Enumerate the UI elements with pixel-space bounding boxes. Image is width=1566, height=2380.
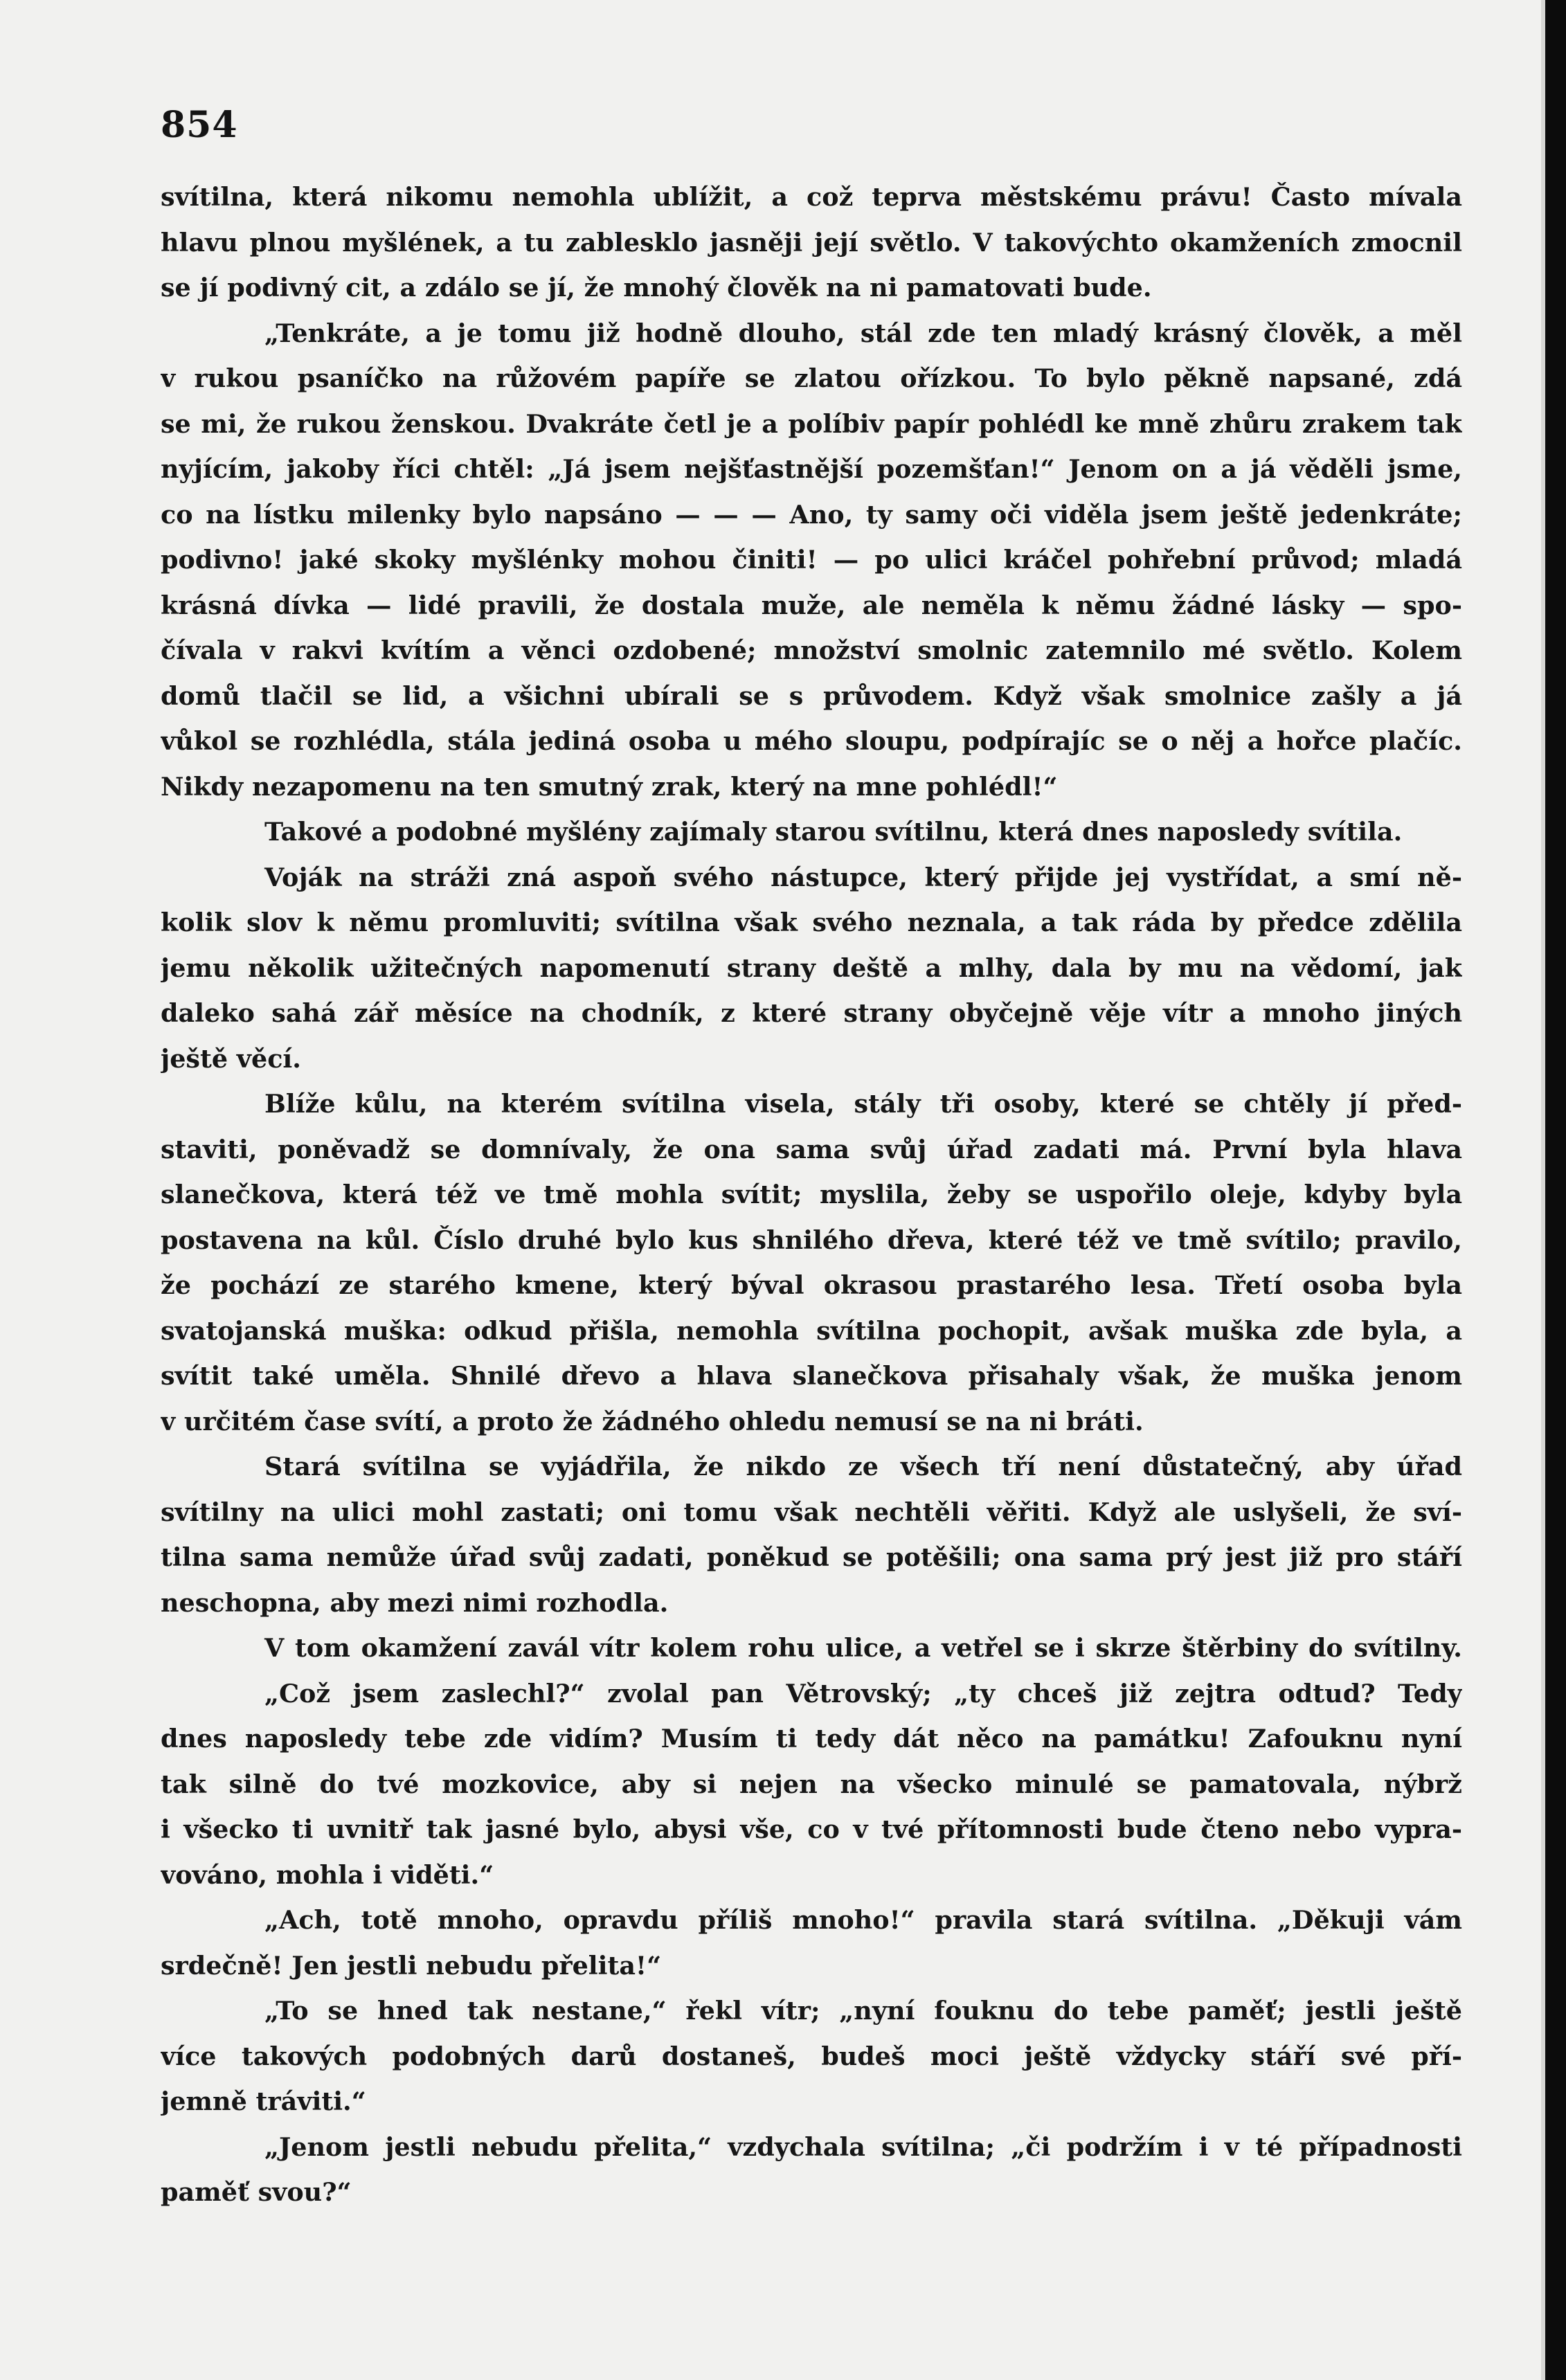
text-line: podivno! jaké skoky myšlénky mohou činiti! — po ulici kráčel pohřební průvod; mladá: [161, 545, 1462, 575]
text-line: „Jenom jestli nebudu přelita,“ vzdychala svítilna; „či podržím i v té případnosti: [264, 2131, 1462, 2162]
text-line: dnes naposledy tebe zde vidím? Musím ti tedy dát něco na památku! Zafouknu nyní: [161, 1724, 1462, 1754]
page-edge-shadow: [1545, 0, 1566, 2380]
text-line: jemně tráviti.“: [161, 2086, 366, 2116]
text-line: jemu několik užitečných napomenutí strany deště a mlhy, dala by mu na vědomí, jak: [161, 953, 1462, 983]
text-line: Voják na stráži zná aspoň svého nástupce, který přijde jej vystřídat, a smí ně-: [264, 862, 1462, 892]
text-line: svatojanská muška: odkud přišla, nemohla svítilna pochopit, avšak muška zde byla, a: [161, 1315, 1462, 1346]
text-line: paměť svou?“: [161, 2177, 352, 2207]
text-line: domů tlačil se lid, a všichni ubírali se s průvodem. Když však smolnice zašly a já: [161, 680, 1462, 711]
text-line: „Což jsem zaslechl?“ zvolal pan Větrovský; „ty chceš již zejtra odtud? Tedy: [264, 1678, 1462, 1709]
text-line: daleko sahá zář měsíce na chodník, z které strany obyčejně věje vítr a mnoho jiných: [161, 998, 1462, 1028]
text-line: se mi, že rukou ženskou. Dvakráte četl je a políbiv papír pohlédl ke mně zhůru zrakem tak: [161, 408, 1462, 439]
text-line: vováno, mohla i viděti.“: [161, 1859, 494, 1890]
page-number: 854: [161, 104, 238, 146]
text-line: Stará svítilna se vyjádřila, že nikdo ze všech tří není důstatečný, aby úřad: [264, 1452, 1462, 1481]
text-line: neschopna, aby mezi nimi rozhodla.: [161, 1587, 669, 1618]
text-line: „To se hned tak nestane,“ řekl vítr; „nyní fouknu do tebe paměť; jestli ještě: [264, 1996, 1462, 2026]
text-line: více takových podobných darů dostaneš, budeš moci ještě vždycky stáří své pří-: [161, 2041, 1462, 2071]
text-line: že pochází ze starého kmene, který býval okrasou prastarého lesa. Třetí osoba byla: [161, 1270, 1462, 1300]
text-line: vůkol se rozhlédla, stála jediná osoba u mého sloupu, podpírajíc se o něj a hořce plačíc.: [161, 726, 1462, 756]
text-line: v určitém čase svítí, a proto že žádného ohledu nemusí se na ni bráti.: [161, 1406, 1144, 1436]
text-line: i všecko ti uvnitř tak jasné bylo, abysi vše, co v tvé přítomnosti bude čteno nebo vypra-: [161, 1814, 1462, 1844]
text-line: ještě věcí.: [161, 1043, 301, 1074]
text-line: svítilny na ulici mohl zastati; oni tomu však nechtěli věřiti. Když ale uslyšeli, že sví-: [161, 1497, 1462, 1527]
text-line: svítilna, která nikomu nemohla ublížit, a což teprva městskému právu! Často mívala: [161, 182, 1462, 212]
text-line: hlavu plnou myšlének, a tu zablesklo jasněji její světlo. V takovýchto okamženích zmocnil: [161, 227, 1462, 258]
text-line: nyjícím, jakoby říci chtěl: „Já jsem nejšťastnější pozemšťan!“ Jenom on a já věděli jsme,: [161, 454, 1462, 484]
text-line: tilna sama nemůže úřad svůj zadati, poněkud se potěšili; ona sama prý jest již pro stáří: [161, 1542, 1462, 1572]
text-line: se jí podivný cit, a zdálo se jí, že mnohý člověk na ni pamatovati bude.: [161, 273, 1152, 303]
text-line: v rukou psaníčko na růžovém papíře se zlatou ořízkou. To bylo pěkně napsané, zdá: [161, 363, 1462, 393]
text-line: „Ach, totě mnoho, opravdu příliš mnoho!“ pravila stará svítilna. „Děkuji vám: [264, 1905, 1462, 1935]
text-line: kolik slov k němu promluviti; svítilna však svého neznala, a tak ráda by předce zdělila: [161, 908, 1462, 937]
text-line: postavena na kůl. Číslo druhé bylo kus shnilého dřeva, které též ve tmě svítilo; pravilo,: [161, 1225, 1462, 1255]
text-line: Takové a podobné myšlény zajímaly starou svítilnu, která dnes naposledy svítila.: [264, 817, 1403, 847]
text-line: krásná dívka — lidé pravili, že dostala muže, ale neměla k němu žádné lásky — spo-: [161, 590, 1462, 620]
text-line: srdečně! Jen jestli nebudu přelita!“: [161, 1950, 662, 1981]
text-line: V tom okamžení zavál vítr kolem rohu ulice, a vetřel se i skrze štěrbiny do svítilny.: [264, 1633, 1462, 1663]
text-line: Blíže kůlu, na kterém svítilna visela, stály tři osoby, které se chtěly jí před-: [264, 1089, 1462, 1119]
text-line: „Tenkráte, a je tomu již hodně dlouho, stál zde ten mladý krásný člověk, a měl: [264, 318, 1462, 348]
text-line: co na lístku milenky bylo napsáno — — — Ano, ty samy oči viděla jsem ještě jedenkráte;: [161, 499, 1462, 530]
text-line: tak silně do tvé mozkovice, aby si nejen na všecko minulé se pamatovala, nýbrž: [161, 1769, 1462, 1799]
text-line: čívala v rakvi kvítím a věnci ozdobené; množství smolnic zatemnilo mé světlo. Kolem: [161, 635, 1462, 665]
body-text: [161, 174, 1462, 2215]
text-line: svítit také uměla. Shnilé dřevo a hlava slanečkova přisahaly však, že muška jenom: [161, 1361, 1462, 1391]
text-line: Nikdy nezapomenu na ten smutný zrak, který na mne pohlédl!“: [161, 771, 1058, 802]
text-line: slanečkova, která též ve tmě mohla svítit; myslila, žeby se uspořilo oleje, kdyby byla: [161, 1180, 1462, 1209]
text-line: staviti, poněvadž se domnívaly, že ona sama svůj úřad zadati má. První byla hlava: [161, 1134, 1462, 1164]
